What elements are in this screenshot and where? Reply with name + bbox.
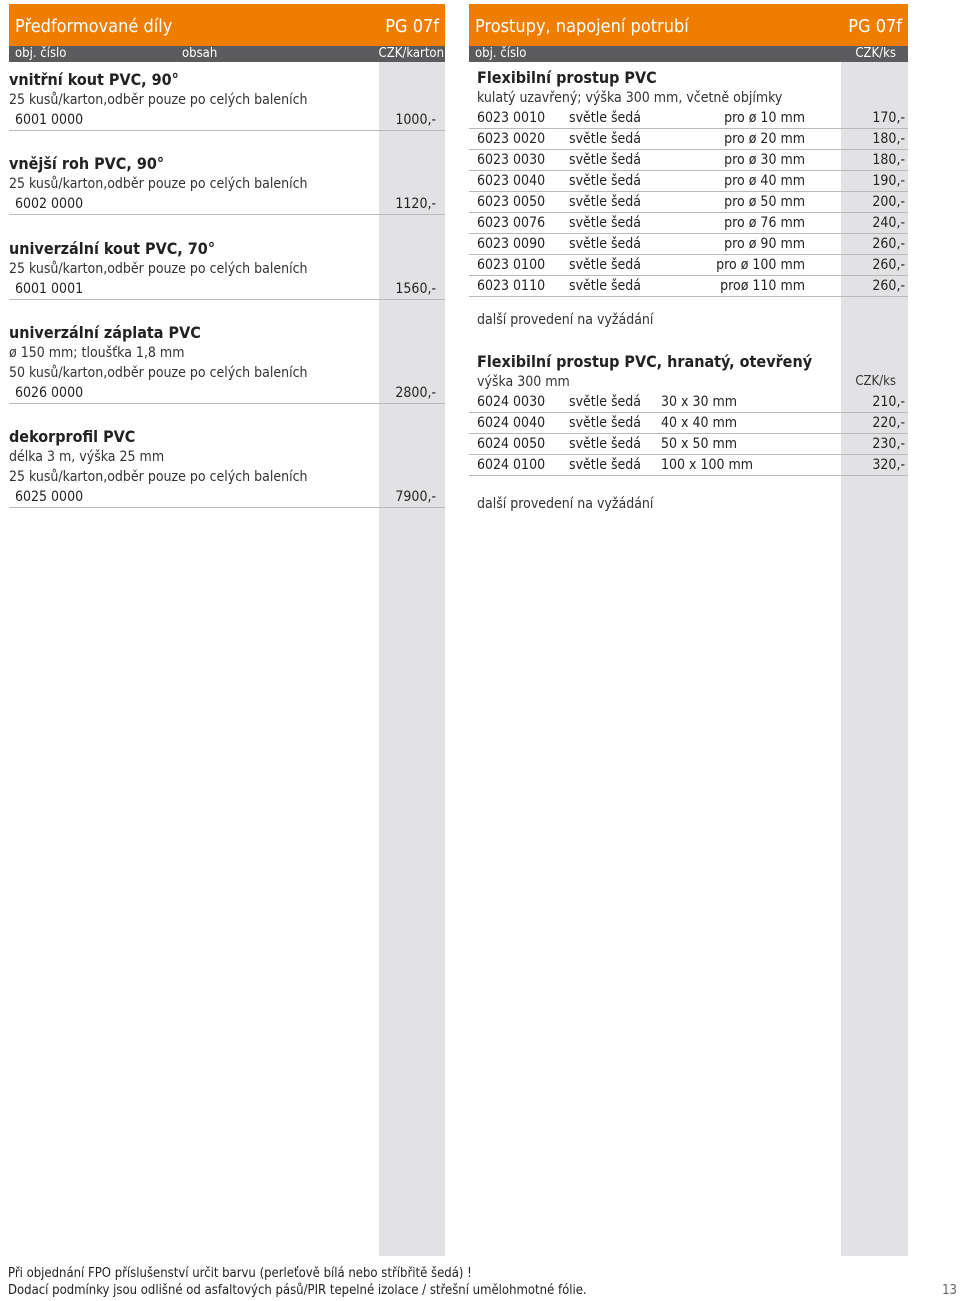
section-rows — [469, 392, 908, 476]
row-color: světle šedá — [569, 278, 641, 294]
table-row — [469, 171, 908, 192]
row-code: 6023 0090 — [477, 236, 546, 252]
product-block — [9, 239, 445, 300]
table-row — [469, 434, 908, 455]
page-number: 13 — [942, 1283, 957, 1298]
left-sub-col3: CZK/karton — [378, 46, 444, 61]
product-row — [9, 487, 445, 508]
left-sub-col2: obsah — [182, 46, 218, 61]
product-title: vnitřní kout PVC, 90° — [9, 70, 179, 89]
table-row — [469, 234, 908, 255]
product-block — [9, 70, 445, 131]
row-price: 180,- — [872, 131, 905, 147]
row-color: světle šedá — [569, 236, 641, 252]
row-size: 100 x 100 mm — [661, 457, 754, 473]
row-code: 6023 0100 — [477, 257, 546, 273]
product-title: univerzální kout PVC, 70° — [9, 239, 216, 258]
row-color: světle šedá — [569, 257, 641, 273]
row-color: světle šedá — [569, 110, 641, 126]
section-desc-line — [469, 372, 908, 392]
product-code: 6001 0001 — [15, 281, 84, 297]
row-size: pro ø 90 mm — [724, 236, 805, 252]
table-row — [469, 129, 908, 150]
table-row — [469, 108, 908, 129]
table-row — [469, 150, 908, 171]
product-code: 6025 0000 — [15, 489, 84, 505]
row-price: 170,- — [872, 110, 905, 126]
product-row — [9, 383, 445, 404]
row-price: 190,- — [872, 173, 905, 189]
product-title: vnější roh PVC, 90° — [9, 154, 165, 173]
left-header-pg: PG 07f — [385, 16, 439, 37]
row-code: 6024 0040 — [477, 415, 546, 431]
product-desc: ø 150 mm; tloušťka 1,8 mm — [9, 345, 185, 361]
section-note: další provedení na vyžádání — [477, 312, 654, 328]
product-price: 7900,- — [395, 489, 436, 505]
row-color: světle šedá — [569, 131, 641, 147]
row-code: 6023 0030 — [477, 152, 546, 168]
product-block — [9, 427, 445, 508]
row-price: 200,- — [872, 194, 905, 210]
right-column — [469, 4, 908, 512]
section-title: Flexibilní prostup PVC, hranatý, otevřený — [477, 352, 813, 371]
product-desc: 25 kusů/karton,odběr pouze po celých baleních — [9, 469, 308, 485]
right-header-title: Prostupy, napojení potrubí — [475, 16, 689, 37]
row-price: 260,- — [872, 236, 905, 252]
row-price: 210,- — [872, 394, 905, 410]
product-code: 6002 0000 — [15, 196, 84, 212]
right-header-pg: PG 07f — [848, 16, 902, 37]
product-price: 1560,- — [395, 281, 436, 297]
row-code: 6023 0010 — [477, 110, 546, 126]
row-size: 30 x 30 mm — [661, 394, 738, 410]
product-desc: 25 kusů/karton,odběr pouze po celých baleních — [9, 261, 308, 277]
section-title: Flexibilní prostup PVC — [477, 68, 657, 87]
row-size: pro ø 10 mm — [724, 110, 805, 126]
row-color: světle šedá — [569, 194, 641, 210]
product-desc: 25 kusů/karton,odběr pouze po celých baleních — [9, 176, 308, 192]
section-desc: kulatý uzavřený; výška 300 mm, včetně objímky — [477, 90, 783, 106]
row-color: světle šedá — [569, 457, 641, 473]
table-row — [469, 413, 908, 434]
table-row — [469, 255, 908, 276]
row-color: světle šedá — [569, 173, 641, 189]
row-color: světle šedá — [569, 152, 641, 168]
row-code: 6023 0040 — [477, 173, 546, 189]
row-color: světle šedá — [569, 415, 641, 431]
left-header-title: Předformované díly — [15, 16, 173, 37]
product-title: dekorprofil PVC — [9, 427, 136, 446]
footer-line-1: Při objednání FPO příslušenství určit barvu (perleťově bílá nebo stříbřitě šedá) ! — [8, 1266, 472, 1281]
product-block — [9, 154, 445, 215]
right-subheader — [469, 46, 908, 62]
row-code: 6023 0020 — [477, 131, 546, 147]
product-code: 6026 0000 — [15, 385, 84, 401]
row-size: pro ø 50 mm — [724, 194, 805, 210]
row-size: pro ø 100 mm — [716, 257, 805, 273]
row-code: 6024 0100 — [477, 457, 546, 473]
product-desc: 25 kusů/karton,odběr pouze po celých baleních — [9, 92, 308, 108]
row-price: 220,- — [872, 415, 905, 431]
section-unit: CZK/ks — [855, 374, 896, 389]
row-price: 260,- — [872, 257, 905, 273]
right-header — [469, 4, 908, 46]
footer-line-2: Dodací podmínky jsou odlišné od asfaltových pásů/PIR tepelné izolace / střešní umělohmotné fólie. — [8, 1283, 587, 1298]
product-price: 1000,- — [395, 112, 436, 128]
row-price: 320,- — [872, 457, 905, 473]
product-price: 2800,- — [395, 385, 436, 401]
row-size: 50 x 50 mm — [661, 436, 738, 452]
product-desc: délka 3 m, výška 25 mm — [9, 449, 165, 465]
table-row — [469, 192, 908, 213]
row-size: pro ø 76 mm — [724, 215, 805, 231]
left-column — [9, 4, 445, 505]
row-code: 6023 0110 — [477, 278, 546, 294]
section-desc: výška 300 mm — [477, 374, 570, 390]
row-size: pro ø 40 mm — [724, 173, 805, 189]
row-size: proø 110 mm — [720, 278, 805, 294]
row-price: 180,- — [872, 152, 905, 168]
left-header — [9, 4, 445, 46]
table-row — [469, 213, 908, 234]
product-row — [9, 194, 445, 215]
product-row — [9, 279, 445, 300]
row-size: 40 x 40 mm — [661, 415, 738, 431]
product-desc: 50 kusů/karton,odběr pouze po celých baleních — [9, 365, 308, 381]
row-code: 6024 0030 — [477, 394, 546, 410]
section-note: další provedení na vyžádání — [477, 496, 654, 512]
product-code: 6001 0000 — [15, 112, 84, 128]
row-color: světle šedá — [569, 436, 641, 452]
section-rows — [469, 108, 908, 297]
row-price: 260,- — [872, 278, 905, 294]
row-price: 230,- — [872, 436, 905, 452]
row-color: světle šedá — [569, 394, 641, 410]
row-code: 6024 0050 — [477, 436, 546, 452]
row-price: 240,- — [872, 215, 905, 231]
row-color: světle šedá — [569, 215, 641, 231]
table-row — [469, 276, 908, 297]
section-flex-round — [469, 68, 908, 297]
section-flex-square — [469, 352, 908, 476]
left-subheader — [9, 46, 445, 62]
left-sub-col1: obj. číslo — [15, 46, 67, 61]
table-row — [469, 392, 908, 413]
product-price: 1120,- — [395, 196, 436, 212]
right-sub-col3: CZK/ks — [855, 46, 896, 61]
row-code: 6023 0076 — [477, 215, 546, 231]
product-block — [9, 323, 445, 404]
row-size: pro ø 30 mm — [724, 152, 805, 168]
row-size: pro ø 20 mm — [724, 131, 805, 147]
right-sub-col1: obj. číslo — [475, 46, 527, 61]
table-row — [469, 455, 908, 476]
product-row — [9, 110, 445, 131]
row-code: 6023 0050 — [477, 194, 546, 210]
product-title: univerzální záplata PVC — [9, 323, 201, 342]
